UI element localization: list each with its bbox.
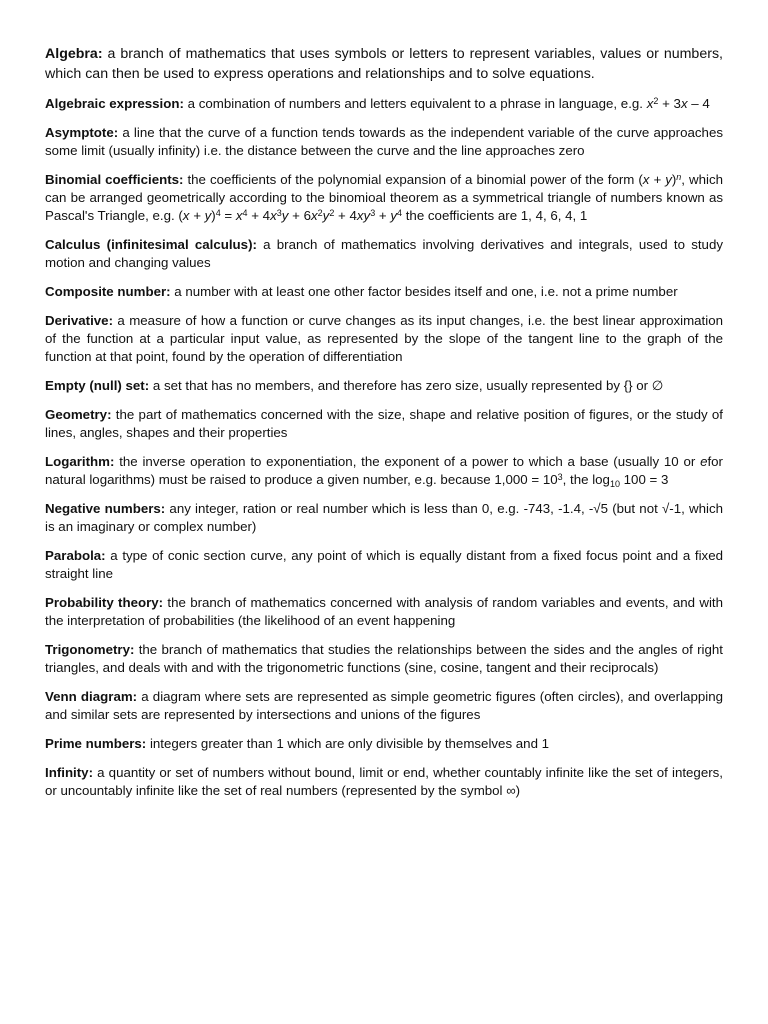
math-var: x <box>235 208 243 223</box>
entry-parabola <box>45 547 723 583</box>
definition: , which can be arranged geometrically according to the binomioal theorem as a symmetrical triangle of numbers known as Pascal's Triangle, e.g. ( <box>45 172 723 223</box>
definition: a type of conic section curve, any point of which is equally distant from a fixed focus point and a fixed straight line <box>45 548 723 581</box>
exponent: 3 <box>276 207 282 218</box>
definition: a line that the curve of a function tends towards as the independent variable of the curve approaches some limit (usually infinity) i.e. the distance between the curve and the line approaches zero <box>45 125 723 158</box>
entry-negative-numbers <box>45 500 723 536</box>
math-var: e <box>700 454 708 469</box>
term: Algebra: <box>45 46 103 62</box>
definition: a diagram where sets are represented as simple geometric figures (often circles), and overlapping and similar sets are represented by intersections and unions of the figures <box>45 689 723 722</box>
definition: for natural logarithms) must be raised to produce a given number, e.g. because 1,000 = 10 <box>45 454 723 487</box>
entry-geometry <box>45 406 723 442</box>
term: Venn diagram: <box>45 689 138 704</box>
definition: the coefficients are 1, 4, 6, 4, 1 <box>402 208 588 223</box>
term: Infinity: <box>45 765 94 780</box>
definition: 100 = 3 <box>619 472 669 487</box>
term: Prime numbers: <box>45 736 147 751</box>
exponent: 2 <box>653 95 659 106</box>
entry-derivative <box>45 312 723 366</box>
term: Geometry: <box>45 407 112 422</box>
math-var: y <box>281 208 289 223</box>
entry-composite-number <box>45 283 723 301</box>
exponent: 3 <box>557 471 563 482</box>
definition: the branch of mathematics concerned with analysis of random variables and events, and with the interpretation of probabilities (the likelihood of an event happening <box>45 595 723 628</box>
term: Asymptote: <box>45 125 119 140</box>
math-text: 4 <box>702 96 710 111</box>
definition: the inverse operation to exponentiation, the exponent of a power to which a base (usually 10 or <box>119 454 696 469</box>
term: Probability theory: <box>45 595 164 610</box>
math-text: + 6 <box>288 208 311 223</box>
term: Algebraic expression: <box>45 96 184 111</box>
term: Negative numbers: <box>45 501 166 516</box>
definition: the part of mathematics concerned with the size, shape and relative position of figures, or the study of lines, angles, shapes and their properties <box>45 407 723 440</box>
entry-probability-theory <box>45 594 723 630</box>
entry-calculus <box>45 236 723 272</box>
math-var: xy <box>356 208 371 223</box>
term: Calculus (infinitesimal calculus): <box>45 237 257 252</box>
exponent: 2 <box>329 207 335 218</box>
entry-infinity <box>45 764 723 800</box>
term: Empty (null) set: <box>45 378 150 393</box>
math-expr: x + y <box>642 172 672 187</box>
entry-empty-set <box>45 377 723 395</box>
subscript: 10 <box>609 478 620 489</box>
exponent: 2 <box>317 207 323 218</box>
term: Trigonometry: <box>45 642 135 657</box>
term: Binomial coefficients: <box>45 172 184 187</box>
entry-asymptote <box>45 124 723 160</box>
math-var: y <box>322 208 330 223</box>
entry-trigonometry <box>45 641 723 677</box>
entry-prime-numbers <box>45 735 723 753</box>
math-text: + 3 <box>662 96 681 111</box>
math-var: x <box>310 208 318 223</box>
term: Composite number: <box>45 284 171 299</box>
definition: a set that has no members, and therefore has zero size, usually represented by {} or ∅ <box>152 378 664 393</box>
exponent: 3 <box>370 207 376 218</box>
definition: the coefficients of the polynomial expansion of a binomial power of the form ( <box>187 172 643 187</box>
definition: any integer, ration or real number which is less than 0, e.g. -743, -1.4, -√5 (but not √-1, which is an imaginary or complex number) <box>45 501 723 534</box>
math-text: ) <box>211 208 216 223</box>
exponent: 4 <box>397 207 403 218</box>
term: Parabola: <box>45 548 106 563</box>
entry-venn-diagram <box>45 688 723 724</box>
term: Logarithm: <box>45 454 115 469</box>
entry-binomial-coefficients <box>45 171 723 225</box>
math-var: y <box>390 208 398 223</box>
definition: a branch of mathematics that uses symbols or letters to represent variables, values or numbers, which can then be used to express operations and relationships and to solve equations. <box>45 46 723 82</box>
definition: a combination of numbers and letters equivalent to a phrase in language, e.g. <box>187 96 643 111</box>
math-text: – <box>691 96 699 111</box>
definition: a quantity or set of numbers without bound, limit or end, whether countably infinite like the set of integers, or uncountably infinite like the set of real numbers (represented by the symbol ∞) <box>45 765 723 798</box>
math-text: + 4 <box>334 208 357 223</box>
math-var: x <box>646 96 654 111</box>
definition: a measure of how a function or curve changes as its input changes, i.e. the best linear approximation of the function at a particular input value, as represented by the slope of the tangent line to the graph of the function at that point, found by the operation of differentiation <box>45 313 723 364</box>
exponent: 4 <box>215 207 221 218</box>
glossary-page <box>45 44 723 811</box>
math-text: ) <box>671 172 677 187</box>
math-var: x <box>680 96 688 111</box>
definition: integers greater than 1 which are only divisible by themselves and 1 <box>149 736 550 751</box>
math-text: + <box>375 208 391 223</box>
entry-algebraic-expression <box>45 95 723 113</box>
exponent: n <box>676 171 682 182</box>
definition: a branch of mathematics involving derivatives and integrals, used to study motion and changing values <box>45 237 723 270</box>
math-text: = <box>220 208 236 223</box>
exponent: 4 <box>242 207 248 218</box>
entry-algebra <box>45 44 723 84</box>
term: Derivative: <box>45 313 113 328</box>
definition: the branch of mathematics that studies the relationships between the sides and the angles of right triangles, and deals with and with the trigonometric functions (sine, cosine, tangent and their reciprocals) <box>45 642 723 675</box>
math-text: + 4 <box>247 208 271 223</box>
entry-logarithm <box>45 453 723 489</box>
definition: , the log <box>562 472 610 487</box>
math-var: x <box>270 208 277 223</box>
math-expr: x + y <box>182 208 212 223</box>
definition: a number with at least one other factor besides itself and one, i.e. not a prime number <box>174 284 678 299</box>
